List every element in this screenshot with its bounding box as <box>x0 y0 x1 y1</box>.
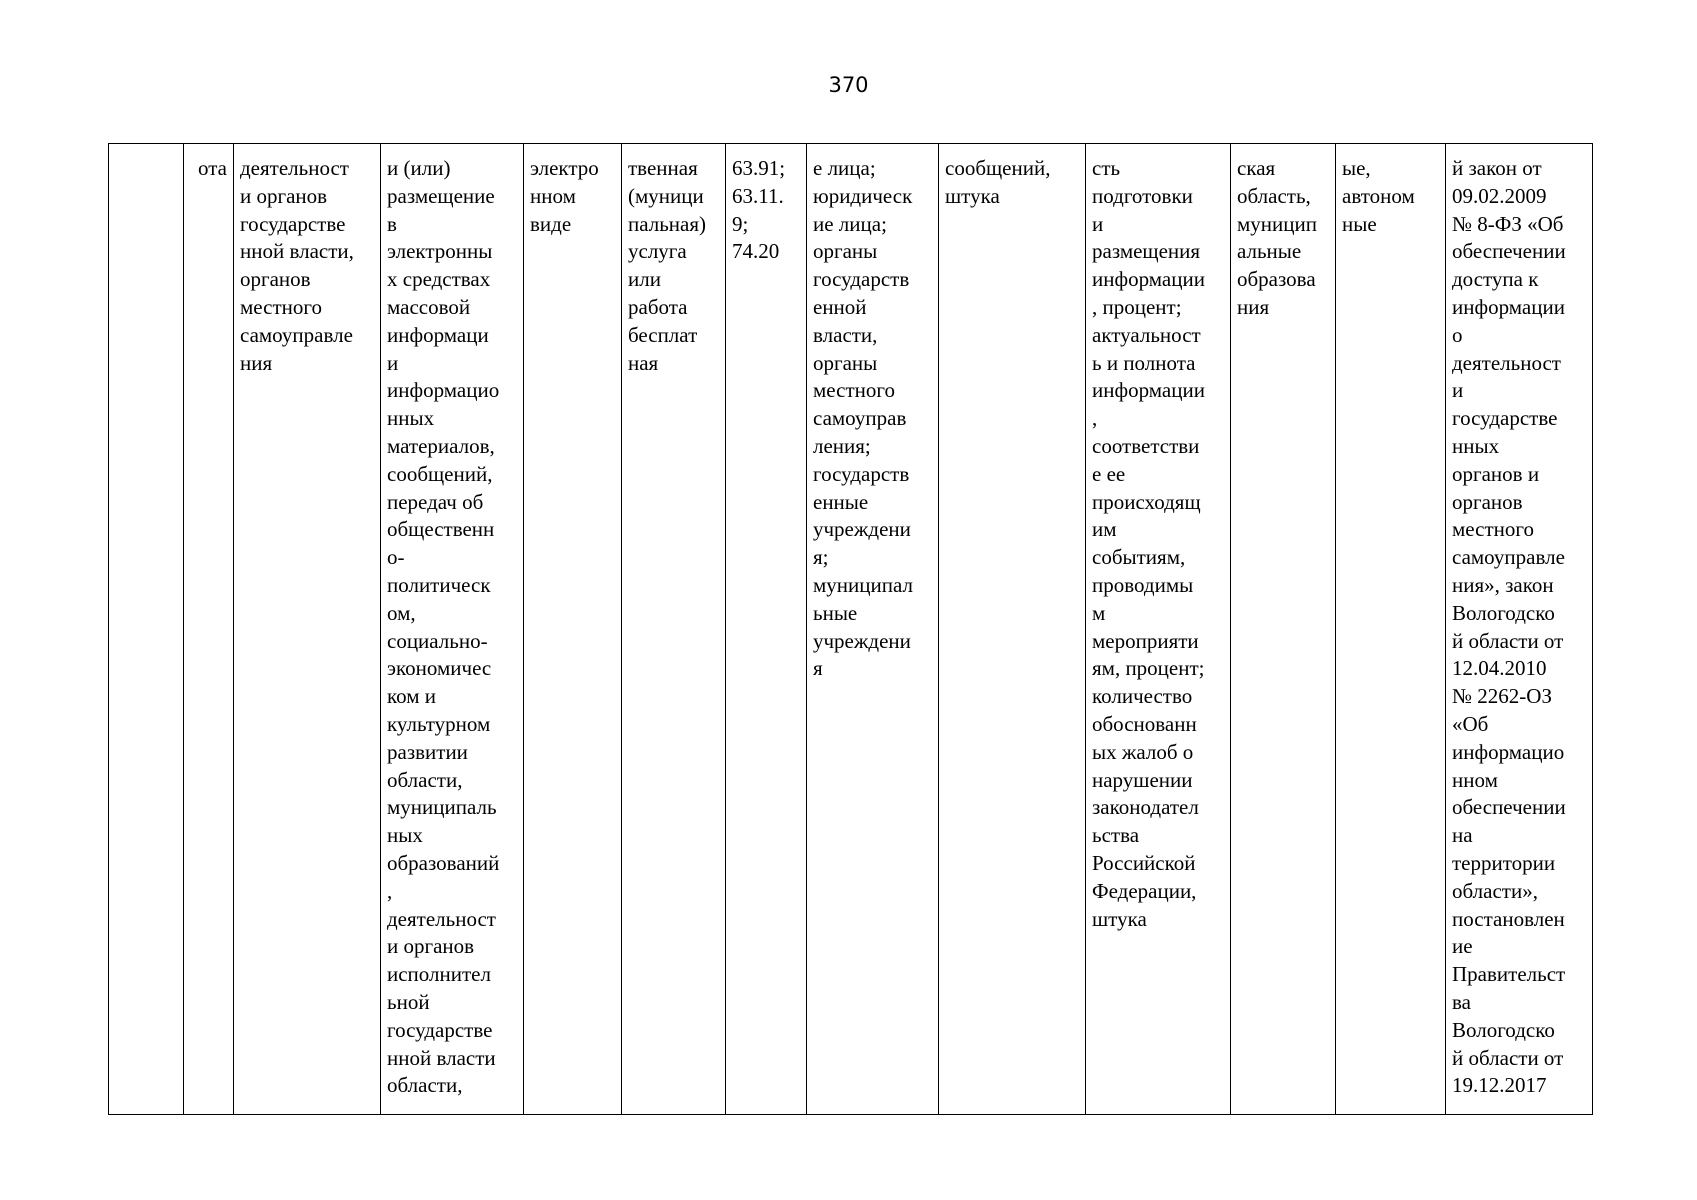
cell-service-type: твенная (муници пальная) услуга или работа бесплат ная <box>622 144 726 1115</box>
cell-number <box>109 144 184 1115</box>
cell-institution-type: ые, автоном ные <box>1336 144 1446 1115</box>
cell-volume-indicators: сообщений, штука <box>939 144 1086 1115</box>
cell-service-content: и (или) размещение в электронны х средствах массовой информаци и информацио нных материалов, сообщений, передач об общественн о- политическ ом, социально- экономичес ком и культурном развитии области, муниципаль ных образований , деятельност и органов исполнител ьной государстве нной власти области, <box>381 144 524 1115</box>
cell-form: электро нном виде <box>524 144 622 1115</box>
cell-name-fragment: ота <box>184 144 234 1115</box>
cell-okved-codes: 63.91; 63.11. 9; 74.20 <box>726 144 807 1115</box>
cell-founder: ская область, муницип альные образова ния <box>1231 144 1336 1115</box>
registry-table <box>108 143 1593 1115</box>
cell-activity: деятельност и органов государстве нной власти, органов местного самоуправле ния <box>234 144 381 1115</box>
cell-quality-indicators: сть подготовки и размещения информации , процент; актуальност ь и полнота информации , соответстви е ее происходящ им событиям, проводимы м мероприяти ям, процент; количество обоснованн ых жалоб о нарушении законодател ьства Российской Федерации, штука <box>1086 144 1231 1115</box>
cell-legal-basis: й закон от 09.02.2009 № 8-ФЗ «Об обеспечении доступа к информации о деятельност и государстве нных органов и органов местного самоуправле ния», закон Вологодско й области от 12.04.2010 № 2262-ОЗ «Об информацио нном обеспечении на территории области», постановлен ие Правительст ва Вологодско й области от 19.12.2017 <box>1446 144 1593 1115</box>
page-number: 370 <box>828 73 869 97</box>
cell-consumers: е лица; юридическ ие лица; органы государств енной власти, органы местного самоуправ ления; государств енные учреждени я; муниципал ьные учреждени я <box>807 144 939 1115</box>
table-row <box>109 144 1593 1115</box>
